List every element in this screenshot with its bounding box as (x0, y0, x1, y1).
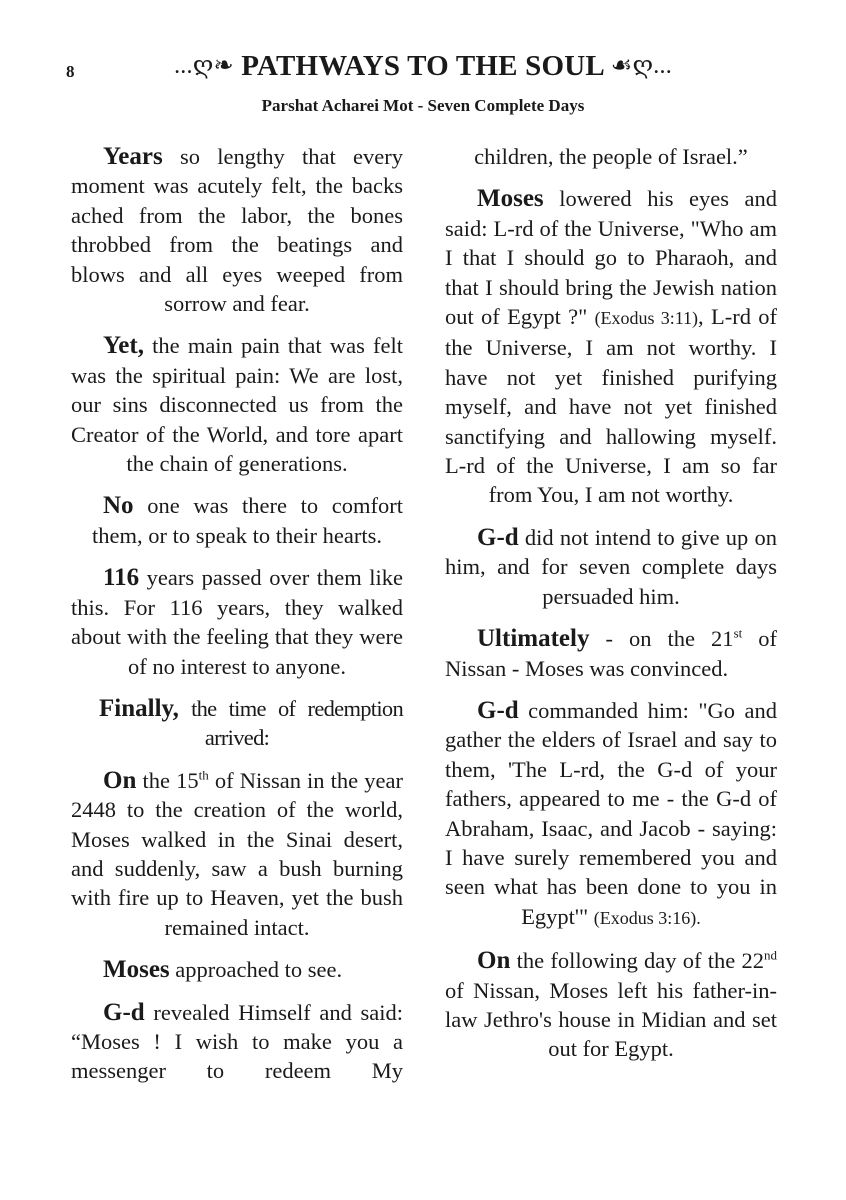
lead-word: Ultimately (477, 625, 590, 653)
left-column (71, 142, 403, 1099)
paragraph-text: the 15 (136, 767, 199, 793)
lead-word: Years (103, 143, 163, 170)
paragraph-text: of Nissan - Moses was convinced. (445, 626, 778, 681)
book-title: PATHWAYS TO THE SOUL (241, 50, 604, 82)
lead-word: Moses (103, 956, 170, 984)
paragraph-text: the main pain that was felt was the spiritual pain: We are lost, our sins disconnected us from the Creator of the World, and tore apart the chain of generations. (71, 333, 403, 477)
ornament-right-icon: ☙ღ... (610, 53, 672, 79)
paragraph (71, 998, 403, 1086)
lead-word: G-d (477, 523, 519, 551)
paragraph-text: one was there to comfort them, or to speak to their hearts. (92, 493, 403, 548)
page-number: 8 (66, 62, 75, 81)
paragraph-text: lowered his eyes and said: L-rd of the Universe, "Who am I that I should go to Pharaoh, and that I should bring the Jewish nation out of Egypt ?" (445, 186, 777, 330)
ordinal-suffix: nd (764, 947, 777, 963)
lead-word: G-d (477, 696, 519, 724)
paragraph (71, 142, 403, 318)
ordinal-suffix: th (198, 767, 209, 783)
paragraph-text: did not intend to give up on him, and for seven complete days persuaded him. (445, 524, 777, 609)
right-column (445, 142, 777, 1077)
paragraph-text: of Nissan in the year 2448 to the creation of the world, Moses walked in the Sinai desert, and suddenly, saw a bush burning with fire up to Heaven, yet the bush remained intact. (71, 767, 403, 940)
paragraph-text: of Nissan, Moses left his father-in-law Jethro's house in Midian and set out for Egypt. (445, 977, 777, 1062)
paragraph (445, 523, 777, 611)
paragraph (445, 946, 777, 1064)
paragraph-text: children, the people of Israel.” (474, 144, 748, 169)
lead-word: On (103, 766, 137, 794)
page-header-title (0, 50, 846, 83)
ordinal-suffix: st (733, 625, 743, 641)
paragraph-text: , L-rd of the Universe, I am not worthy. I have not yet finished purifying myself, and have not yet finished sanctifying and hallowing myself. L-rd of the Universe, I am so far from You, I am not worthy. (445, 304, 777, 508)
scripture-reference: (Exodus 3:16). (593, 907, 701, 928)
page-subtitle: Parshat Acharei Mot - Seven Complete Days (261, 96, 585, 115)
paragraph-text: - on the 21 (589, 626, 734, 652)
paragraph (445, 624, 777, 683)
lead-word: Moses (477, 185, 544, 213)
paragraph-text: revealed Himself and said: “Moses ! I wish to make you a messenger to redeem My (71, 999, 403, 1084)
paragraph-text: approached to see. (169, 957, 343, 983)
lead-word: Yet, (103, 332, 144, 360)
paragraph-continued (445, 142, 777, 171)
lead-word: No (103, 492, 134, 520)
lead-word: 116 (103, 564, 140, 592)
paragraph-text: the time of redemption arrived: (178, 695, 403, 751)
paragraph-text: so lengthy that every moment was acutely felt, the backs ached from the labor, the bones throbbed from the beatings and blows and all eyes weeped from sorrow and fear. (71, 144, 403, 317)
lead-word: On (477, 947, 511, 975)
paragraph (71, 955, 403, 984)
scripture-reference: (Exodus 3:11) (594, 308, 699, 329)
lead-word: G-d (103, 998, 145, 1026)
paragraph (71, 563, 403, 681)
paragraph (445, 696, 777, 933)
paragraph (71, 694, 403, 753)
paragraph (445, 184, 777, 509)
paragraph-text: commanded him: "Go and gather the elders of Israel and say to them, 'The L-rd, the G-d of your fathers, appeared to me - the G-d of Abraham, Isaac, and Jacob - saying: I have surely remembered you and seen what has been done to you in Egypt'" (445, 697, 777, 929)
paragraph (71, 331, 403, 478)
paragraph (71, 766, 403, 942)
paragraph-text: the following day of the 22 (510, 948, 764, 974)
ornament-left-icon: ...ღ❧ (174, 53, 234, 79)
paragraph (71, 491, 403, 550)
lead-word: Finally, (99, 694, 179, 722)
paragraph-text: years passed over them like this. For 116 years, they walked about with the feeling that they were of no interest to anyone. (71, 565, 403, 679)
